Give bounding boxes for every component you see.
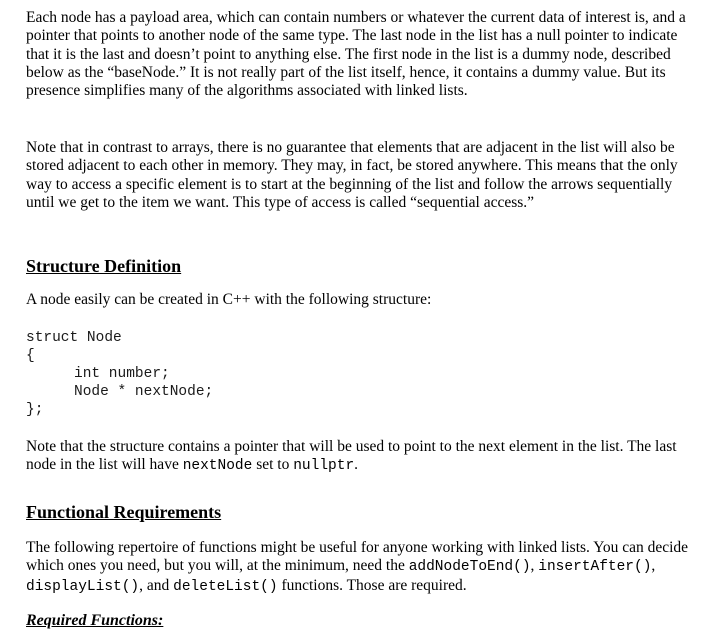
intro-paragraph-2: Note that in contrast to arrays, there is no guarantee that elements that are adjacent in the list will also be stored adjacent to each other in memory. They may, in fact, be stored anywhere. This means that the only way to access a specific element is to start at the beginning of the list and follow the arrows sequentially until we get to the item we want. This type of access is called “sequential access.”: [26, 139, 678, 211]
functional-sep-2: ,: [651, 557, 656, 575]
structure-note-prefix: Note that the structure contains a pointer that will be used to point to the next element in the list. The last node in the list will have: [26, 438, 677, 474]
structure-intro-text: A node easily can be created in C++ with the following structure:: [26, 291, 432, 308]
functional-text-suffix: functions. Those are required.: [277, 576, 467, 594]
functional-requirements-text: [26, 539, 698, 596]
functional-sep-3: , and: [139, 576, 174, 594]
add-node-to-end-code: addNodeToEnd(): [408, 559, 531, 576]
delete-list-code: deleteList(): [173, 578, 278, 595]
structure-definition-heading: Structure Definition: [26, 256, 182, 276]
functional-requirements-heading: Functional Requirements: [26, 502, 222, 522]
intro-paragraph-1: Each node has a payload area, which can contain numbers or whatever the current data of interest is, and a pointer that points to another node of the same type. The last node in the list has a null pointer to indicate that it is the last and doesn’t point to anything else. The first node in the list is a dummy node, described below as the “baseNode.” It is not really part of the list itself, hence, it contains a dummy value. But its presence simplifies many of the algorithms associated with linked lists.: [26, 9, 686, 100]
next-node-code: nextNode: [182, 458, 253, 475]
structure-note: [26, 438, 698, 476]
insert-after-code: insertAfter(): [538, 559, 652, 576]
display-list-code: displayList(): [26, 578, 140, 595]
functional-sep-1: ,: [530, 557, 539, 575]
functional-text-prefix: The following repertoire of functions might be useful for anyone working with linked lists. You can decide which ones you need, but you will, at the minimum, need the: [26, 539, 689, 575]
code-line-open-brace: {: [26, 348, 35, 364]
code-line-struct: struct Node: [26, 330, 122, 346]
code-line-next-node-field: Node * nextNode;: [74, 384, 214, 400]
nullptr-code: nullptr: [293, 458, 355, 475]
code-line-number-field: int number;: [74, 366, 170, 382]
structure-note-middle: set to: [252, 456, 294, 474]
structure-note-suffix: .: [354, 456, 359, 474]
code-line-close-brace: };: [26, 402, 44, 418]
required-functions-heading: Required Functions:: [26, 612, 164, 629]
